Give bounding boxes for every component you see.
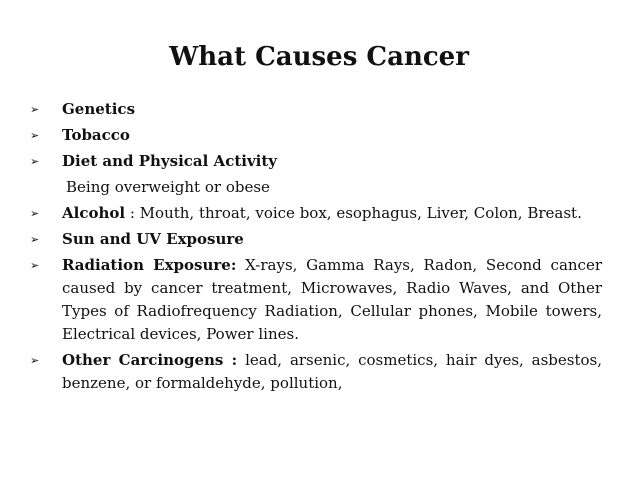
item-heading: Diet and Physical Activity [62, 152, 278, 170]
arrow-bullet-icon: ➢ [30, 207, 40, 220]
list-item-alcohol [30, 202, 602, 225]
list-item-genetics [30, 98, 602, 121]
cause-list [30, 98, 602, 398]
item-heading: Genetics [62, 100, 136, 118]
list-item-tobacco [30, 124, 602, 147]
arrow-bullet-icon: ➢ [30, 103, 40, 116]
arrow-bullet-icon: ➢ [30, 354, 40, 367]
item-heading: Tobacco [62, 126, 130, 144]
arrow-bullet-icon: ➢ [30, 155, 40, 168]
list-item-carcinogens [30, 349, 602, 395]
sub-item-overweight: Being overweight or obese [66, 178, 270, 196]
item-text: : Mouth, throat, voice box, esophagus, Liver, Colon, Breast. [125, 204, 582, 222]
arrow-bullet-icon: ➢ [30, 259, 40, 272]
arrow-bullet-icon: ➢ [30, 129, 40, 142]
item-heading: Sun and UV Exposure [62, 230, 244, 248]
item-text: lead, arsenic, cosmetics, hair dyes, asbestos, benzene, or formaldehyde, pollution, [62, 351, 602, 392]
item-heading: Alcohol [62, 204, 126, 222]
item-text: X-rays, Gamma Rays, Radon, Second cancer caused by cancer treatment, Microwaves, Radio Waves, and Other Types of Radiofrequency Radiation, Cellular phones, Mobile towers, Electrical devices, Power lines. [62, 256, 602, 343]
item-heading: Radiation Exposure: [62, 256, 237, 274]
item-heading: Other Carcinogens : [62, 351, 238, 369]
slide-title: What Causes Cancer [169, 42, 469, 72]
arrow-bullet-icon: ➢ [30, 233, 40, 246]
list-item-radiation [30, 254, 602, 346]
list-item-diet [30, 150, 602, 173]
list-item-sun-uv [30, 228, 602, 251]
